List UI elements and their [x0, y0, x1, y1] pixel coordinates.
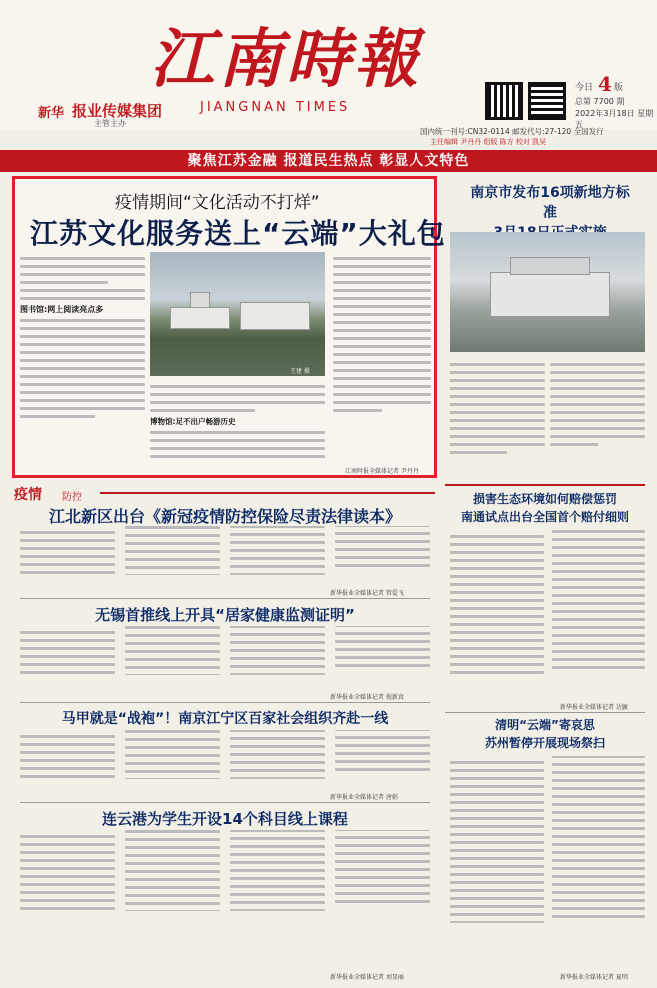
story-byline: 新华报业全媒体记者 刘显丽 — [330, 974, 404, 981]
building-photo — [450, 232, 645, 352]
story-byline: 新华报业全媒体记者 达毓 — [560, 704, 628, 711]
side-story-title-line1: 南京市发布16项新地方标准 — [470, 185, 630, 221]
story-title[interactable] — [445, 716, 645, 752]
publisher-name: 报业传媒集团 — [72, 102, 163, 120]
divider — [20, 702, 430, 703]
story-title-line1: 清明“云端”寄哀思 — [495, 718, 595, 732]
section-subtag: 防控 — [62, 492, 82, 503]
section-tag: 疫情 — [14, 487, 42, 503]
museum-photo — [150, 252, 325, 376]
story-body — [20, 626, 430, 692]
main-story-column-1 — [20, 252, 145, 472]
issue-date: 2022年3月18日 星期五 — [575, 109, 654, 129]
story-title-line2: 南通试点出台全国首个赔付细则 — [460, 510, 629, 524]
issue-pages: 4 — [598, 72, 612, 96]
main-story-kicker: 疫情期间“文化活动不打烊” — [115, 193, 320, 213]
story-body — [450, 756, 645, 966]
divider — [20, 598, 430, 599]
story-title-line2: 苏州暂停开展现场祭扫 — [484, 736, 605, 750]
newspaper-title: 江南時報 — [150, 22, 422, 97]
story-body — [20, 526, 430, 588]
publisher-sponsor: 主管主办 — [94, 119, 126, 128]
section-label: 图书馆:网上阅读亮点多 — [20, 305, 104, 314]
info-line-1: 国内统一刊号:CN32-0114 邮发代号:27-120 全国发行 — [420, 127, 604, 136]
story-body — [450, 530, 645, 700]
story-title[interactable]: 无锡首推线上开具“居家健康监测证明” — [95, 606, 355, 624]
story-body — [20, 830, 430, 970]
main-story-title[interactable]: 江苏文化服务送上“云端”大礼包 — [30, 217, 446, 250]
story-byline: 新华报业全媒体记者 倪新真 — [330, 694, 404, 701]
sub-label: 博物馆:足不出户畅游历史 — [150, 417, 236, 426]
section-divider — [100, 492, 435, 494]
side-story-column-1 — [450, 358, 545, 478]
issue-label: 今日 — [575, 83, 594, 93]
story-title[interactable]: 连云港为学生开设14个科目线上课程 — [102, 810, 348, 828]
issue-unit: 版 — [614, 83, 624, 93]
story-title[interactable] — [445, 490, 645, 526]
side-story-column-2 — [550, 358, 645, 478]
main-story-column-2 — [150, 380, 325, 474]
story-title[interactable]: 马甲就是“战袍”！南京江宁区百家社会组织齐赴一线 — [61, 711, 389, 727]
story-byline: 新华报业全媒体记者 唐娟 — [330, 794, 398, 801]
qr-code-icon — [485, 82, 523, 120]
main-story-byline: 江南时报全媒体记者 尹丹丹 — [345, 468, 419, 475]
story-title-line1: 损害生态环境如何赔偿惩罚 — [472, 492, 617, 506]
divider — [20, 802, 430, 803]
qr-code-icon — [528, 82, 566, 120]
divider — [445, 712, 645, 713]
divider — [445, 484, 645, 486]
publisher-logo: 新华 — [38, 106, 65, 121]
slogan: 聚焦江苏金融 报道民生热点 彰显人文特色 — [187, 153, 470, 169]
newspaper-title-english: JIANGNAN TIMES — [200, 100, 351, 115]
main-story-column-3 — [333, 252, 431, 462]
total-issue: 总第 7700 期 — [575, 97, 625, 106]
story-byline: 新华报业全媒体记者 管爱飞 — [330, 590, 404, 597]
info-line-2: 主任编辑 尹丹丹 组版 陈方 校对 凯吴 — [430, 138, 547, 146]
story-byline: 新华报业全媒体记者 夏明 — [560, 974, 628, 981]
story-title[interactable]: 江北新区出台《新冠疫情防控保险尽责法律读本》 — [48, 507, 401, 526]
story-body — [20, 730, 430, 792]
photo-caption: 王建 摄 — [290, 368, 310, 375]
